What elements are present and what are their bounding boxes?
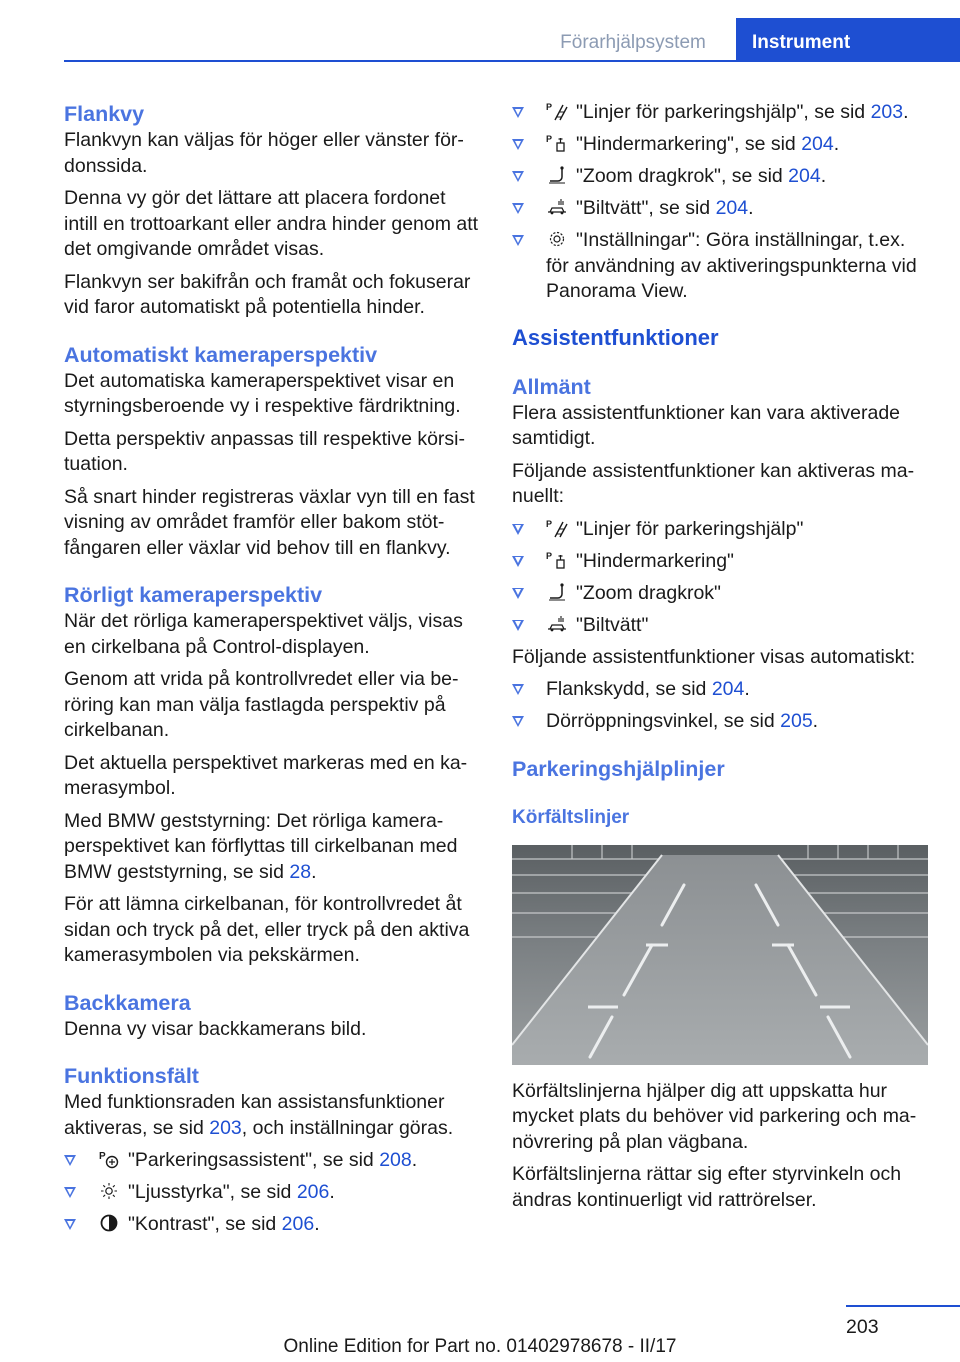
svg-text:P: P (546, 518, 553, 529)
list-item-text: "Biltvätt", se sid (576, 197, 716, 219)
triangle-bullet-icon (512, 107, 524, 118)
page-header (0, 0, 960, 62)
list-item (64, 1180, 480, 1206)
obstacle-marking-icon (546, 133, 568, 153)
header-section: Instrument (736, 18, 960, 62)
list-item (512, 517, 928, 543)
page-link[interactable]: 204 (715, 197, 749, 219)
svg-text:P: P (546, 134, 553, 144)
paragraph: Denna vy gör det lättare att placera fordonet intill en trottoarkant eller andra hinder genom att det omgivande området visas. (64, 187, 479, 260)
paragraph: Körfältslinjerna rättar sig efter styrvinkeln och ändras kontinuerligt vid rattrörelser. (512, 1163, 902, 1211)
parking-lines-icon (546, 101, 568, 121)
triangle-bullet-icon (512, 716, 524, 727)
parking-lines-icon (546, 518, 568, 538)
header-chapter: Förarhjälpsystem (560, 32, 706, 53)
page-link[interactable]: 203 (870, 101, 904, 123)
triangle-bullet-icon (64, 1187, 76, 1198)
paragraph-text: Med BMW geststyrning: Det rörliga kamera-perspektivet kan förflyttas till cirkelbanan med BMW geststyrning, se sid (64, 809, 458, 883)
paragraph (64, 809, 480, 886)
settings-icon (546, 229, 568, 249)
obstacle-marking-icon (546, 550, 568, 570)
list-item-text: . (744, 678, 750, 700)
list-item-text: . (314, 1213, 320, 1235)
page-number: 203 (846, 1316, 879, 1338)
list-item (512, 581, 928, 607)
function-list-continued (512, 100, 928, 305)
tow-hook-zoom-icon (546, 582, 568, 602)
header-rule (64, 60, 960, 62)
page-link[interactable]: 206 (281, 1213, 315, 1235)
triangle-bullet-icon (64, 1155, 76, 1166)
triangle-bullet-icon (512, 556, 524, 567)
triangle-bullet-icon (512, 524, 524, 535)
paragraph: Flankvyn kan väljas för höger eller vänster för-donssida. (64, 129, 464, 177)
list-item (512, 677, 928, 703)
paragraph: Följande assistentfunktioner kan aktiveras ma-nuellt: (512, 459, 915, 507)
brightness-icon (98, 1181, 120, 1201)
list-item-text: "Hindermarkering", se sid (576, 133, 802, 155)
list-item-text: "Linjer för parkeringshjälp", se sid (576, 101, 871, 123)
paragraph: Det automatiska kameraperspektivet visar en styrningsberoende vy i respektive färdriktning. (64, 369, 461, 417)
list-item (64, 1212, 480, 1238)
paragraph: För att lämna cirkelbanan, för kontrollvredet åt sidan och tryck på det, eller tryck på den aktiva kamerasymbolen via pekskärmen. (64, 893, 470, 966)
paragraph: Flera assistentfunktioner kan vara aktiverade samtidigt. (512, 401, 901, 449)
triangle-bullet-icon (512, 620, 524, 631)
contrast-icon (98, 1213, 120, 1233)
paragraph-text: Med funktionsraden kan assistansfunktioner aktiveras, se sid (64, 1091, 445, 1139)
triangle-bullet-icon (64, 1219, 76, 1230)
list-item-text: "Hindermarkering" (576, 549, 734, 572)
heading-movable-perspective: Rörligt kameraperspektiv (64, 583, 323, 607)
svg-text:P: P (546, 550, 553, 561)
triangle-bullet-icon (512, 203, 524, 214)
heading-funktionsfalt: Funktionsfält (64, 1064, 199, 1088)
list-item-text: Flankskydd, se sid (546, 678, 712, 700)
page-link[interactable]: 203 (209, 1116, 242, 1139)
list-item (512, 613, 928, 639)
list-item (512, 196, 928, 222)
paragraph: Denna vy visar backkamerans bild. (64, 1017, 367, 1040)
paragraph: När det rörliga kameraperspektivet väljs, visas en cirkelbana på Control-displayen. (64, 610, 463, 658)
edition-note: Online Edition for Part no. 01402978678 - II/17 (283, 1336, 677, 1357)
list-item-text: Dörröppningsvinkel, se sid (546, 710, 781, 732)
function-list (64, 1148, 480, 1238)
list-item-text: "Inställningar": Göra inställningar, t.ex. för användning av aktiveringspunkterna vid Panorama View. (546, 229, 917, 302)
list-item-text: . (833, 133, 840, 155)
svg-text:P: P (546, 102, 553, 112)
paragraph: Så snart hinder registreras växlar vyn till en fast visning av området framför eller bakom stöt-fångaren eller växlar vid behov till en flankvy. (64, 485, 475, 559)
list-item-text: . (411, 1149, 418, 1171)
manual-functions-list (512, 517, 928, 639)
list-item-text: . (820, 165, 827, 187)
list-item (512, 709, 928, 735)
page-link[interactable]: 204 (788, 165, 821, 187)
list-item (512, 228, 928, 305)
svg-text:P: P (99, 1151, 106, 1162)
page-link[interactable]: 28 (289, 860, 312, 883)
left-column (64, 100, 480, 1244)
car-wash-icon (546, 614, 568, 634)
list-item-text: . (903, 101, 909, 123)
paragraph: Genom att vrida på kontrollvredet eller via be-röring kan man välja fastlagda perspektiv på cirkelbanan. (64, 668, 459, 741)
heading-parkeringshjalplinjer: Parkeringshjälplinjer (512, 756, 725, 781)
car-wash-icon (546, 197, 568, 217)
paragraph: Detta perspektiv anpassas till respektive körsi-tuation. (64, 427, 465, 475)
paragraph (64, 1090, 480, 1141)
paragraph: Körfältslinjerna hjälper dig att uppskatta hur mycket plats du behöver vid parkering och ma-növrering på plan vägbana. (512, 1079, 917, 1153)
list-item (512, 132, 928, 158)
list-item-text: . (329, 1181, 335, 1203)
paragraph: Följande assistentfunktioner visas automatiskt: (512, 645, 916, 668)
list-item-text: "Linjer för parkeringshjälp" (576, 517, 804, 540)
triangle-bullet-icon (512, 235, 524, 246)
list-item (64, 1148, 480, 1174)
triangle-bullet-icon (512, 139, 524, 150)
paragraph-text: , och inställningar göras. (241, 1116, 454, 1139)
page-link[interactable]: 205 (780, 710, 813, 732)
list-item-text: "Parkeringsassistent", se sid (128, 1149, 380, 1171)
right-column (512, 100, 928, 1220)
tow-hook-zoom-icon (546, 165, 568, 185)
list-item (512, 164, 928, 190)
page-link[interactable]: 208 (379, 1149, 412, 1171)
list-item-text: "Zoom dragkrok", se sid (576, 165, 789, 187)
heading-flankvy: Flankvy (64, 102, 145, 126)
heading-automatic-perspective: Automatiskt kameraperspektiv (64, 342, 378, 367)
heading-allmant: Allmänt (512, 374, 591, 399)
triangle-bullet-icon (512, 684, 524, 695)
heading-backkamera: Backkamera (64, 990, 191, 1015)
page-link[interactable]: 204 (711, 678, 745, 700)
triangle-bullet-icon (512, 588, 524, 599)
list-item (512, 100, 928, 126)
triangle-bullet-icon (512, 171, 524, 182)
paragraph: Flankvyn ser bakifrån och framåt och fokuserar vid faror automatiskt på potentiella hinder. (64, 270, 471, 318)
auto-functions-list (512, 677, 928, 735)
list-item-text: "Zoom dragkrok" (576, 581, 721, 604)
footer-rule (846, 1305, 960, 1307)
lane-lines-illustration (512, 845, 928, 1065)
paragraph: Det aktuella perspektivet markeras med en ka-merasymbol. (64, 751, 468, 799)
list-item-text: "Kontrast", se sid (128, 1213, 282, 1235)
list-item-text: . (748, 197, 754, 219)
list-item-text: "Biltvätt" (576, 613, 649, 636)
heading-korfaltslinjer: Körfältslinjer (512, 806, 630, 828)
page-link[interactable]: 204 (801, 133, 834, 155)
parking-assistant-icon (98, 1149, 120, 1169)
list-item (512, 549, 928, 575)
page-link[interactable]: 206 (296, 1181, 330, 1203)
paragraph-text: . (311, 860, 317, 883)
heading-assistentfunktioner: Assistentfunktioner (512, 324, 719, 350)
list-item-text: "Ljusstyrka", se sid (128, 1181, 297, 1203)
list-item-text: . (812, 710, 819, 732)
